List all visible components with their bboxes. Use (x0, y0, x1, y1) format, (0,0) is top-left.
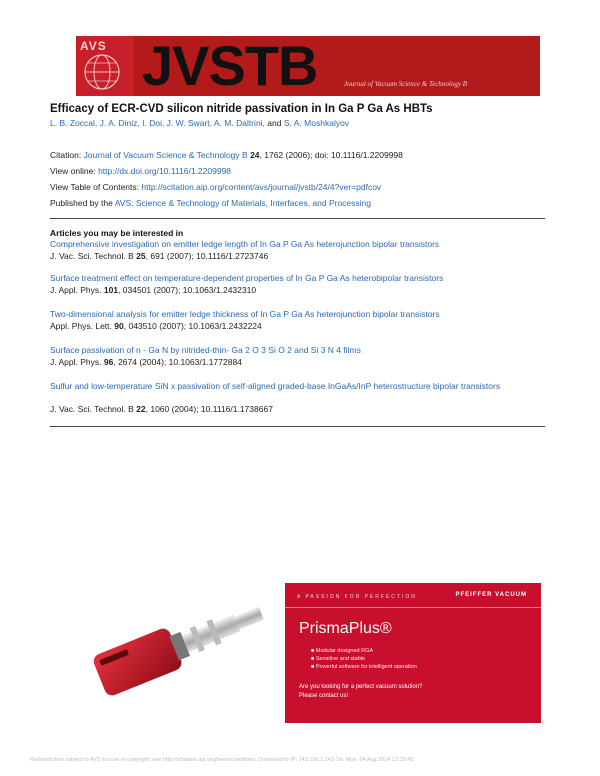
toc-label: View Table of Contents: (50, 182, 139, 192)
citation-line (50, 150, 403, 160)
author-and: and (267, 118, 282, 128)
view-online-label: View online: (50, 166, 96, 176)
ref-details: , 034501 (2007); 10.1063/1.2432310 (118, 285, 257, 295)
related-article-title[interactable]: Comprehensive investigation on emitter ledge length of In Ga P Ga As heterojunction bipolar transistors (50, 239, 440, 249)
related-article-title[interactable]: Surface passivation of n - Ga N by nitrided-thin- Ga 2 O 3 Si O 2 and Si 3 N 4 films (50, 345, 361, 355)
ref-volume: 25 (136, 251, 146, 261)
published-line (50, 198, 371, 208)
ref-details: , 691 (2007); 10.1116/1.2723746 (145, 251, 269, 261)
globe-icon (82, 52, 122, 92)
bottom-divider (50, 426, 545, 427)
vacuum-gauge-icon (76, 583, 284, 723)
citation-rest: , 1762 (2006); doi: 10.1116/1.2209998 (259, 150, 403, 160)
ad-contact[interactable]: Please contact us! (299, 693, 349, 699)
ad-product-name: PrismaPlus® (299, 620, 392, 637)
download-footer: Redistribution subject to AVS license or copyright; see http://scitation.aip.org/termsconditions. Download to IP: 143.106.1.143 On: Mon, 04 Aug 2014 12:18:45 (30, 757, 414, 763)
ad-bullet-list (311, 647, 417, 671)
view-online-line (50, 166, 231, 176)
ref-volume: 22 (136, 404, 146, 414)
ref-volume: 101 (103, 285, 119, 295)
author-links[interactable]: L. B. Zoccal, J. A. Diniz, I. Doi, J. W. Swart, A. M. Daltrini, (50, 118, 265, 128)
view-online-link[interactable]: http://dx.doi.org/10.1116/1.2209998 (98, 166, 232, 176)
ref-volume: 96 (103, 357, 114, 367)
ad-bullet: ■ Sensitive and stable (311, 656, 366, 662)
jvstb-wordmark: JVSTB (142, 36, 318, 96)
citation-label: Citation: (50, 150, 82, 160)
avs-logo-text: AVS (80, 39, 107, 53)
advertisement[interactable] (76, 583, 541, 723)
top-divider (50, 218, 545, 219)
ref-journal: J. Vac. Sci. Technol. B (50, 404, 134, 414)
journal-banner (76, 36, 540, 96)
related-article-ref (50, 404, 273, 414)
related-article-title[interactable]: Surface treatment effect on temperature-dependent properties of In Ga P Ga As heterobipolar transistors (50, 273, 444, 283)
toc-link[interactable]: http://scitation.aip.org/content/avs/journal/jvstb/24/4?ver=pdfcov (141, 182, 382, 192)
related-article-ref (50, 357, 242, 367)
citation-volume: 24 (250, 150, 260, 160)
related-article-ref (50, 251, 268, 261)
ad-question: Are you looking for a perfect vacuum solution? (299, 684, 423, 690)
ad-product-image (76, 583, 284, 723)
related-heading: Articles you may be interested in (50, 228, 184, 238)
ref-journal: J. Appl. Phys. (50, 285, 102, 295)
ad-panel (285, 583, 541, 723)
citation-journal-link[interactable]: Journal of Vacuum Science & Technology B (83, 150, 248, 160)
ref-journal: J. Appl. Phys. (50, 357, 102, 367)
journal-subtitle: Journal of Vacuum Science & Technology B (344, 80, 467, 88)
related-article-title[interactable]: Two-dimensional analysis for emitter ledge thickness of In Ga P Ga As heterojunction bipolar transistors (50, 309, 440, 319)
ad-divider (285, 607, 541, 608)
avs-logo (76, 36, 134, 96)
related-article-title[interactable]: Sulfur and low-temperature SiN x passivation of self-aligned graded-base InGaAs/InP heterostructure bipolar transistors (50, 381, 501, 391)
ad-cta[interactable] (299, 683, 422, 701)
related-article-ref (50, 285, 256, 295)
published-label: Published by the (50, 198, 113, 208)
ad-tagline: A PASSION FOR PERFECTION (297, 594, 417, 600)
ref-details: , 2674 (2004); 10.1063/1.1772884 (113, 357, 242, 367)
ref-details: , 043510 (2007); 10.1063/1.2432224 (123, 321, 262, 331)
ad-bullet: ■ Modular designed RGA (311, 648, 374, 654)
ref-journal: Appl. Phys. Lett. (50, 321, 112, 331)
ref-details: , 1060 (2004); 10.1116/1.1738667 (145, 404, 273, 414)
article-title: Efficacy of ECR-CVD silicon nitride passivation in In Ga P Ga As HBTs (50, 103, 433, 115)
author-list[interactable] (50, 118, 349, 128)
ad-bullet: ■ Powerful software for intelligent operation (311, 664, 417, 670)
ref-volume: 90 (114, 321, 124, 331)
publisher-link[interactable]: AVS: Science & Technology of Materials, Interfaces, and Processing (114, 198, 372, 208)
author-last-link[interactable]: S. A. Moshkalyov (283, 118, 350, 128)
toc-line (50, 182, 381, 192)
ad-brand: PFEIFFER VACUUM (455, 592, 527, 598)
ref-journal: J. Vac. Sci. Technol. B (50, 251, 134, 261)
related-article-ref (50, 321, 262, 331)
